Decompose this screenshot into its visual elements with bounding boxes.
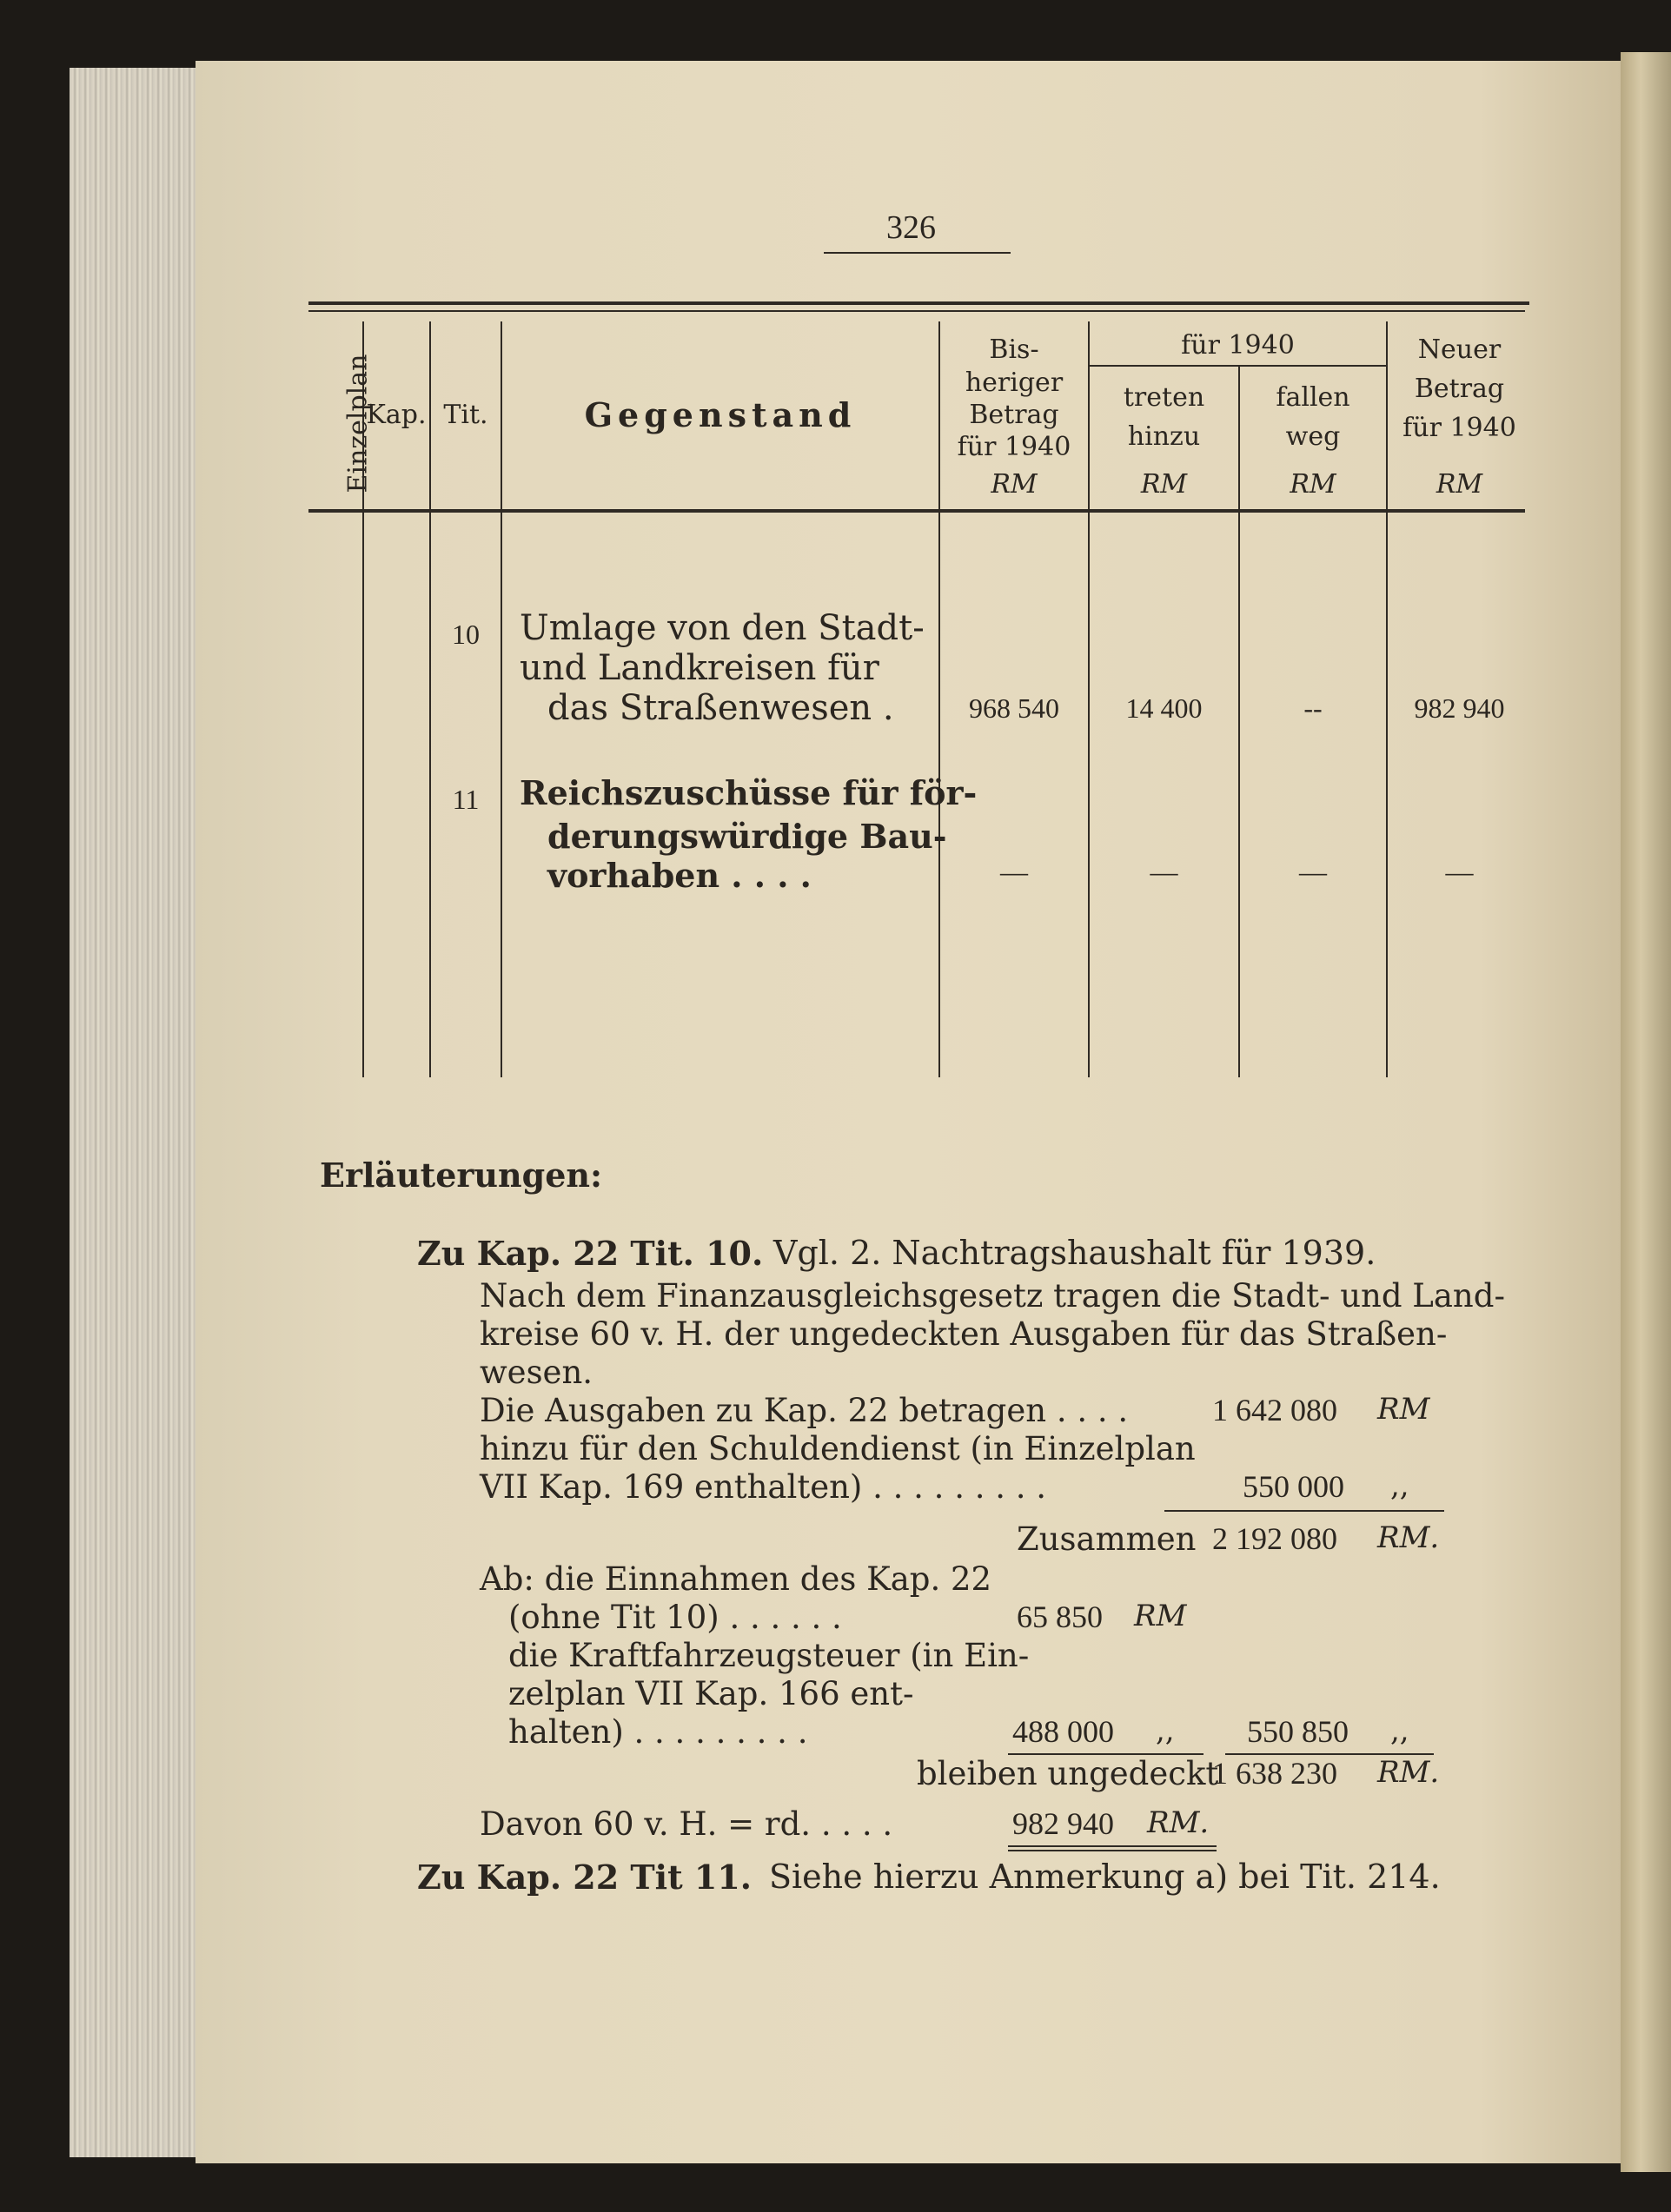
header-bisheriger-1: Bis- [989,334,1039,365]
zu11-head: Zu Kap. 22 Tit 11. [417,1858,752,1897]
ab-line-2-value: 65 850 [1017,1599,1103,1634]
header-neuer-2: Betrag [1414,374,1505,404]
header-fuer-1940: für 1940 [1181,330,1295,361]
bleiben-value: 1 638 230 [1212,1756,1337,1791]
header-neuer-3: für 1940 [1402,413,1516,443]
header-unit-2: RM [1140,469,1188,500]
ab-line-5: halten) . . . . . . . . . [508,1713,808,1751]
header-kap: Kap. [366,400,427,430]
ab-line-2: (ohne Tit 10) . . . . . . [508,1599,842,1636]
header-bisheriger-2: heriger [965,368,1064,398]
page-number-rule [824,252,1011,254]
header-bisheriger-3: Betrag [969,400,1059,430]
header-einzelplan: Einzelplan [342,354,374,493]
calc-line-1-value: 1 642 080 [1212,1393,1337,1427]
calc-line-3: VII Kap. 169 enthalten) . . . . . . . . . [480,1468,1047,1506]
zusammen-label: Zusammen [1017,1520,1197,1558]
table-header-rule [308,509,1525,513]
row10-tit: 10 [452,619,480,650]
next-page-edge [1621,52,1671,2172]
calc-line-3-value: 550 000 [1243,1469,1344,1504]
header-treten-2: hinzu [1127,421,1201,452]
ab-line-3: die Kraftfahrzeugsteuer (in Ein- [508,1637,1030,1674]
davon-line: Davon 60 v. H. = rd. . . . . [480,1805,893,1843]
row11-tit: 11 [452,784,480,815]
ab-line-5-ditto: ,, [1156,1713,1175,1748]
row11-gegenstand-3: vorhaben . . . . [547,856,812,895]
ab-line-5-sum: 550 850 [1247,1714,1349,1749]
ab-line-5-value: 488 000 [1012,1714,1114,1749]
header-tit: Tit. [443,400,488,430]
row11-treten: — [1150,856,1178,887]
header-gegenstand: Gegenstand [584,395,857,434]
header-fallen-1: fallen [1276,382,1350,413]
ab-line-4: zelplan VII Kap. 166 ent- [508,1675,914,1712]
notes-heading: Erläuterungen: [320,1156,603,1195]
row11-neuer: — [1445,856,1474,887]
ab-line-5-sum-ditto: ,, [1390,1713,1409,1748]
table-top-rule-thin [308,310,1525,312]
header-fallen-2: weg [1285,421,1341,452]
para-line-3: wesen. [480,1354,593,1391]
row10-bisheriger: 968 540 [969,692,1059,724]
row10-fallen: -- [1303,692,1323,724]
ab-line-1: Ab: die Einnahmen des Kap. 22 [480,1560,992,1598]
row10-neuer: 982 940 [1414,692,1505,724]
header-unit-1: RM [991,469,1038,500]
row11-bisheriger: — [1000,856,1028,887]
ab-line-2-unit: RM [1134,1599,1187,1633]
davon-unit: RM. [1147,1805,1210,1840]
fuer1940-rule [1088,365,1386,367]
page-number: 326 [886,209,936,246]
header-neuer-1: Neuer [1417,334,1502,365]
zusammen-unit: RM. [1377,1520,1440,1555]
row10-gegenstand-2: und Landkreisen für [520,648,879,688]
table-top-rule [308,301,1529,305]
row11-gegenstand-2: derungswürdige Bau- [547,817,947,856]
para-line-1: Nach dem Finanzausgleichsgesetz tragen die Stadt- und Land- [480,1277,1505,1315]
row10-gegenstand-1: Umlage von den Stadt- [520,608,925,648]
calc-line-2: hinzu für den Schuldendienst (in Einzelplan [480,1430,1196,1467]
row11-fallen: — [1299,856,1327,887]
col-line-2 [429,321,431,1077]
para-line-2: kreise 60 v. H. der ungedeckten Ausgaben für das Straßen- [480,1315,1448,1353]
row10-gegenstand-3: das Straßenwesen . [547,688,894,728]
bleiben-unit: RM. [1377,1755,1440,1790]
header-treten-1: treten [1123,382,1205,413]
col-line-3 [501,321,502,1077]
zusammen-value: 2 192 080 [1212,1521,1337,1556]
header-unit-3: RM [1290,469,1336,500]
calc-line-1: Die Ausgaben zu Kap. 22 betragen . . . . [480,1392,1129,1429]
calc-line-1-unit: RM [1377,1392,1430,1427]
davon-rule-1 [1008,1845,1217,1847]
davon-rule-2 [1008,1850,1217,1851]
zu10-head: Zu Kap. 22 Tit. 10. [417,1234,764,1273]
header-bisheriger-4: für 1940 [957,432,1071,462]
row11-gegenstand-1: Reichszuschüsse für för- [520,773,978,812]
header-unit-4: RM [1436,469,1483,500]
page-edges [70,68,200,2157]
calc-line-3-ditto: ,, [1390,1468,1409,1503]
row10-treten: 14 400 [1125,692,1203,724]
sum-rule-1 [1164,1510,1444,1512]
bleiben-label: bleiben ungedeckt [917,1755,1219,1792]
davon-value: 982 940 [1012,1806,1114,1841]
zu11-text: Siehe hierzu Anmerkung a) bei Tit. 214. [769,1858,1441,1896]
zu10-ref: Vgl. 2. Nachtragshaushalt für 1939. [773,1234,1376,1272]
